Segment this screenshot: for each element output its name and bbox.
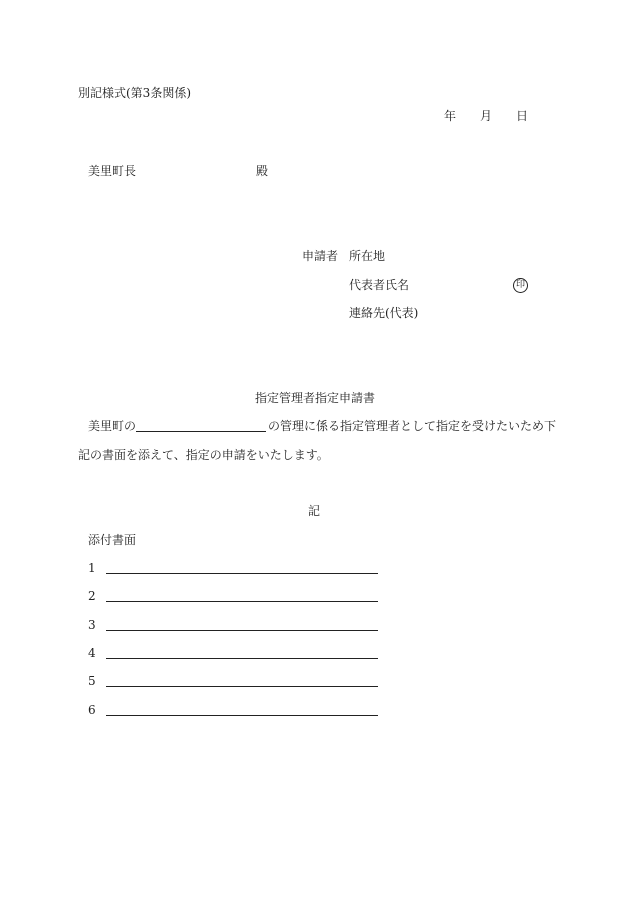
attachment-number: 1 — [88, 561, 96, 575]
attachment-line — [106, 573, 378, 574]
attachment-line — [106, 601, 378, 602]
attachment-number: 5 — [88, 674, 96, 688]
seal-mark: 印 — [513, 278, 528, 293]
attachment-line — [106, 658, 378, 659]
body-line2: 記の書面を添えて、指定の申請をいたします。 — [78, 448, 329, 462]
attachment-number: 2 — [88, 589, 96, 603]
applicant-address-label: 所在地 — [349, 249, 386, 263]
attachment-number: 3 — [88, 618, 96, 632]
attachments-heading: 添付書面 — [88, 533, 137, 547]
attachment-number: 6 — [88, 703, 96, 717]
attachment-line — [106, 630, 378, 631]
form-label: 別記様式(第3条関係) — [78, 86, 191, 100]
applicant-contact-label: 連絡先(代表) — [349, 306, 419, 320]
body-line1-prefix: 美里町の — [88, 419, 137, 433]
attachment-line — [106, 715, 378, 716]
attachment-line — [106, 686, 378, 687]
attachment-number: 4 — [88, 646, 96, 660]
document-title: 指定管理者指定申請書 — [255, 391, 376, 405]
date-day-label: 日 — [516, 109, 529, 123]
applicant-representative-label: 代表者氏名 — [349, 278, 410, 292]
body-line1-suffix: の管理に係る指定管理者として指定を受けたいため下 — [268, 419, 557, 433]
date-year-label: 年 — [444, 109, 457, 123]
facility-name-blank — [136, 431, 266, 432]
addressee-honorific: 殿 — [256, 164, 269, 178]
ki-heading: 記 — [308, 504, 321, 518]
applicant-heading: 申請者 — [302, 249, 339, 263]
addressee-name: 美里町長 — [88, 164, 137, 178]
date-month-label: 月 — [480, 109, 493, 123]
